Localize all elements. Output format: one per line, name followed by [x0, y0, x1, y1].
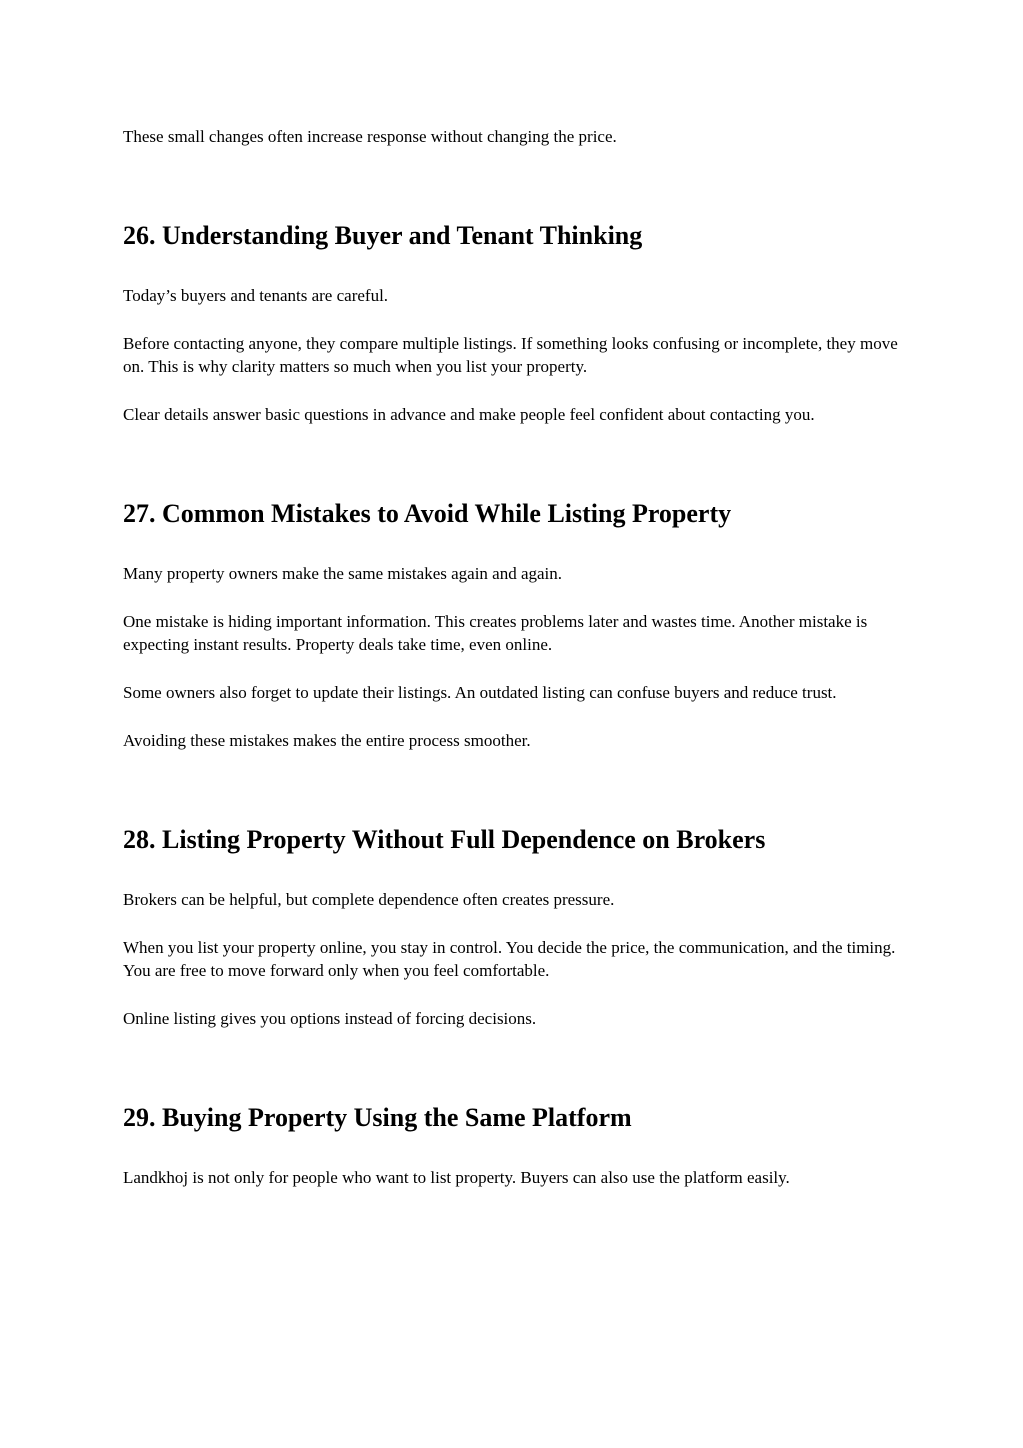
section-heading-26-buyer-tenant-thinking: 26. Understanding Buyer and Tenant Thinking	[123, 221, 643, 250]
paragraph-clear-details: Clear details answer basic questions in advance and make people feel confident about contacting you.	[123, 405, 815, 424]
paragraph-small-changes: These small changes often increase response without changing the price.	[123, 127, 617, 146]
section-heading-27-common-mistakes: 27. Common Mistakes to Avoid While Listing Property	[123, 499, 732, 528]
paragraph-same-mistakes: Many property owners make the same mistakes again and again.	[123, 564, 563, 583]
paragraph-stay-in-control: When you list your property online, you stay in control. You decide the price, the communication, and the timing. You are free to move forward only when you feel comfortable.	[123, 938, 896, 980]
paragraph-buyers-careful: Today’s buyers and tenants are careful.	[123, 286, 389, 305]
paragraph-forget-update: Some owners also forget to update their listings. An outdated listing can confuse buyers and reduce trust.	[123, 683, 837, 702]
paragraph-landkhoj-buyers: Landkhoj is not only for people who want to list property. Buyers can also use the platform easily.	[123, 1168, 790, 1187]
section-heading-28-broker-dependence: 28. Listing Property Without Full Dependence on Brokers	[123, 825, 766, 854]
paragraph-brokers-helpful: Brokers can be helpful, but complete dependence often creates pressure.	[123, 890, 615, 909]
paragraph-avoiding-mistakes: Avoiding these mistakes makes the entire process smoother.	[123, 731, 531, 750]
paragraph-hiding-information: One mistake is hiding important information. This creates problems later and wastes time. Another mistake is expecting instant results. Property deals take time, even online.	[123, 612, 868, 654]
paragraph-compare-listings: Before contacting anyone, they compare multiple listings. If something looks confusing or incomplete, they move on. This is why clarity matters so much when you list your property.	[123, 334, 898, 376]
section-heading-29-buying-property: 29. Buying Property Using the Same Platform	[123, 1103, 632, 1132]
paragraph-online-options: Online listing gives you options instead of forcing decisions.	[123, 1009, 537, 1028]
